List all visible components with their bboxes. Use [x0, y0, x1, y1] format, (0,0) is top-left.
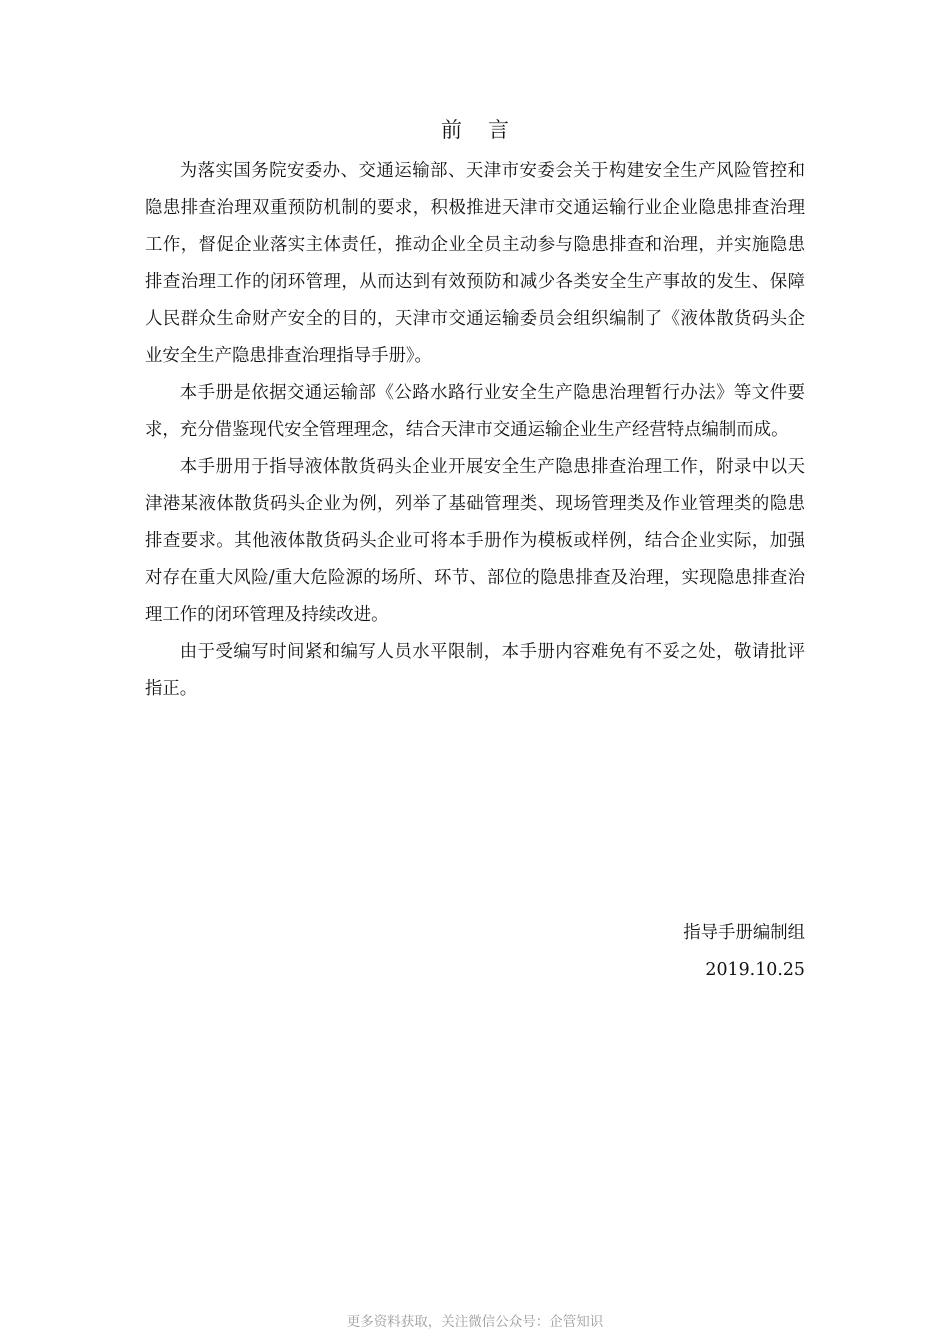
signature-date: 2019.10.25: [705, 960, 805, 980]
signature-author: 指导手册编制组: [683, 923, 805, 943]
paragraph-3: 本手册用于指导液体散货码头企业开展安全生产隐患排查治理工作，附录中以天津港某液体散货码头企业为例，列举了基础管理类、现场管理类及作业管理类的隐患排查要求。其他液体散货码头企业可将本手册作为模板或样例，结合企业实际，加强对存在重大风险/重大危险源的场所、环节、部位的隐患排查及治理，实现隐患排查治理工作的闭环管理及持续改进。: [145, 457, 805, 625]
paragraph-2: 本手册是依据交通运输部《公路水路行业安全生产隐患治理暂行办法》等文件要求，充分借鉴现代安全管理理念，结合天津市交通运输企业生产经营特点编制而成。: [145, 383, 805, 440]
signature-block: [683, 915, 805, 989]
preface-body: [145, 153, 805, 708]
footer-watermark: 更多资料获取，关注微信公众号：企管知识: [346, 1314, 604, 1330]
page-title: 前言: [441, 118, 535, 142]
paragraph-4: 由于受编写时间紧和编写人员水平限制，本手册内容难免有不妥之处，敬请批评指正。: [145, 642, 805, 699]
paragraph-1: 为落实国务院安委办、交通运输部、天津市安委会关于构建安全生产风险管控和隐患排查治理双重预防机制的要求，积极推进天津市交通运输行业企业隐患排查治理工作，督促企业落实主体责任，推动企业全员主动参与隐患排查和治理，并实施隐患排查治理工作的闭环管理，从而达到有效预防和减少各类安全生产事故的发生、保障人民群众生命财产安全的目的，天津市交通运输委员会组织编制了《液体散货码头企业安全生产隐患排查治理指导手册》。: [145, 161, 805, 366]
